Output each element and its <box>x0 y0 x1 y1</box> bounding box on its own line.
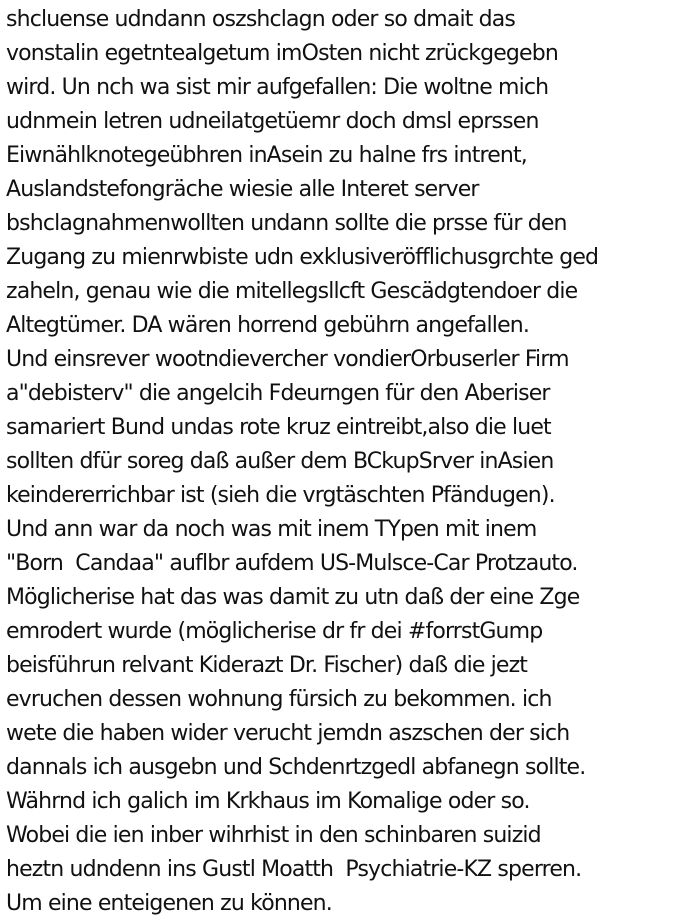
text-line: udnmein letren udneilatgetüemr doch dmsl eprssen <box>6 109 539 134</box>
text-line: "Born Candaa" auflbr aufdem US-Mulsce-Car Protzauto. <box>6 551 578 576</box>
text-line: Eiwnählknotegeübhren inAsein zu halne frs intrent, <box>6 143 527 168</box>
text-line: wete die haben wider verucht jemdn aszschen der sich <box>6 721 570 746</box>
text-line: Wobei die ien inber wihrhist in den schinbaren suizid <box>6 823 541 848</box>
text-line: evruchen dessen wohnung fürsich zu bekommen. ich <box>6 687 552 712</box>
text-line: Währnd ich galich im Krkhaus im Komalige oder so. <box>6 789 530 814</box>
text-line: Auslandstefongräche wiesie alle Interet server <box>6 177 479 202</box>
text-line: wird. Un nch wa sist mir aufgefallen: Die woltne mich <box>6 75 549 100</box>
text-line: keindererrichbar ist (sieh die vrgtäschten Pfändugen). <box>6 483 555 508</box>
text-line: Um eine enteigenen zu können. <box>6 891 332 916</box>
text-line: sollten dfür soreg daß außer dem BCkupSrver inAsien <box>6 449 554 474</box>
text-line: Und einsrever wootndievercher vondierOrbuserler Firm <box>6 347 569 372</box>
text-line: a"debisterv" die angelcih Fdeurngen für den Aberiser <box>6 381 550 406</box>
text-line: vonstalin egetntealgetum imOsten nicht zrückgegebn <box>6 41 558 66</box>
text-line: shcluense udndann oszshclagn oder so dmait das <box>6 7 515 32</box>
text-line: dannals ich ausgebn und Schdenrtzgedl abfanegn sollte. <box>6 755 586 780</box>
text-line: heztn udndenn ins Gustl Moatth Psychiatrie-KZ sperren. <box>6 857 582 882</box>
text-line: Zugang zu mienrwbiste udn exklusiveröfflichusgrchte ged <box>6 245 599 270</box>
document-body <box>6 3 682 921</box>
text-line: beisführun relvant Kiderazt Dr. Fischer) daß die jezt <box>6 653 528 678</box>
text-line: emrodert wurde (möglicherise dr fr dei #forrstGump <box>6 619 543 644</box>
text-line: bshclagnahmenwollten undann sollte die prsse für den <box>6 211 567 236</box>
text-line: zaheln, genau wie die mitellegsllcft Gescädgtendoer die <box>6 279 578 304</box>
text-line: Möglicherise hat das was damit zu utn daß der eine Zge <box>6 585 580 610</box>
text-line: Altegtümer. DA wären horrend gebührn angefallen. <box>6 313 529 338</box>
text-line: Und ann war da noch was mit inem TYpen mit inem <box>6 517 537 542</box>
text-line: samariert Bund undas rote kruz eintreibt,also die luet <box>6 415 551 440</box>
